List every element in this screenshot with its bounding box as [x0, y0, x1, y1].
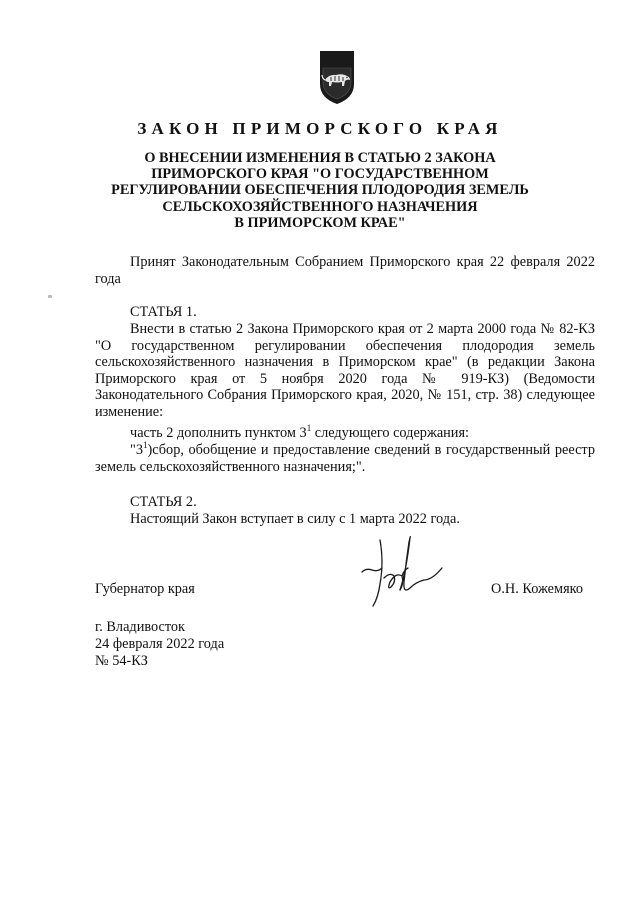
law-number: № 54-КЗ: [95, 653, 148, 669]
law-title: ЗАКОН ПРИМОРСКОГО КРАЯ: [137, 119, 503, 138]
signing-date: 24 февраля 2022 года: [95, 636, 225, 652]
governor-name: О.Н. Кожемяко: [491, 581, 584, 597]
change-intro-tail: следующего содержания:: [311, 425, 470, 441]
article-2-text: Настоящий Закон вступает в силу с 1 марта 2022 года.: [130, 511, 460, 527]
article-1-new-item: [95, 442, 595, 475]
item-text: )сбор, обобщение и предоставление сведений в государственный реестр земель сельскохозяйственного назначения;".: [95, 442, 595, 475]
superscript: 1: [306, 423, 312, 434]
adoption-note: Принят Законодательным Собранием Приморского края 22 февраля 2022 года: [95, 254, 595, 287]
scan-speck: [48, 295, 52, 298]
handwritten-signature: [358, 532, 446, 618]
governor-title: Губернатор края: [95, 581, 195, 597]
article-2-heading: СТАТЬЯ 2.: [130, 494, 197, 510]
item-number: "3: [130, 442, 143, 458]
article-1-heading: СТАТЬЯ 1.: [130, 304, 197, 320]
law-subject: О ВНЕСЕНИИ ИЗМЕНЕНИЯ В СТАТЬЮ 2 ЗАКОНА ПРИМОРСКОГО КРАЯ "О ГОСУДАРСТВЕННОМ РЕГУЛИРОВАНИИ ОБЕСПЕЧЕНИЯ ПЛОДОРОДИЯ ЗЕМЕЛЬ СЕЛЬСКОХОЗЯЙСТВЕННОГО НАЗНАЧЕНИЯ В ПРИМОРСКОМ КРАЕ": [111, 150, 529, 231]
article-1-change-intro: [95, 425, 595, 442]
superscript: 1: [143, 440, 148, 451]
change-intro-text: часть 2 дополнить пунктом 3: [130, 425, 307, 441]
coat-of-arms-emblem: [317, 48, 357, 106]
place-of-signing: г. Владивосток: [95, 619, 185, 635]
article-1-text: Внести в статью 2 Закона Приморского края от 2 марта 2000 года № 82-КЗ "О государственном регулировании обеспечения плодородия земель сельскохозяйственного назначения в Приморском крае" (в редакции Закона Приморского края от 5 ноября 2020 года № 919-КЗ) (Ведомости Законодательного Собрания Приморского края, 2020, № 151, стр. 38) следующее изменение:: [95, 321, 595, 420]
